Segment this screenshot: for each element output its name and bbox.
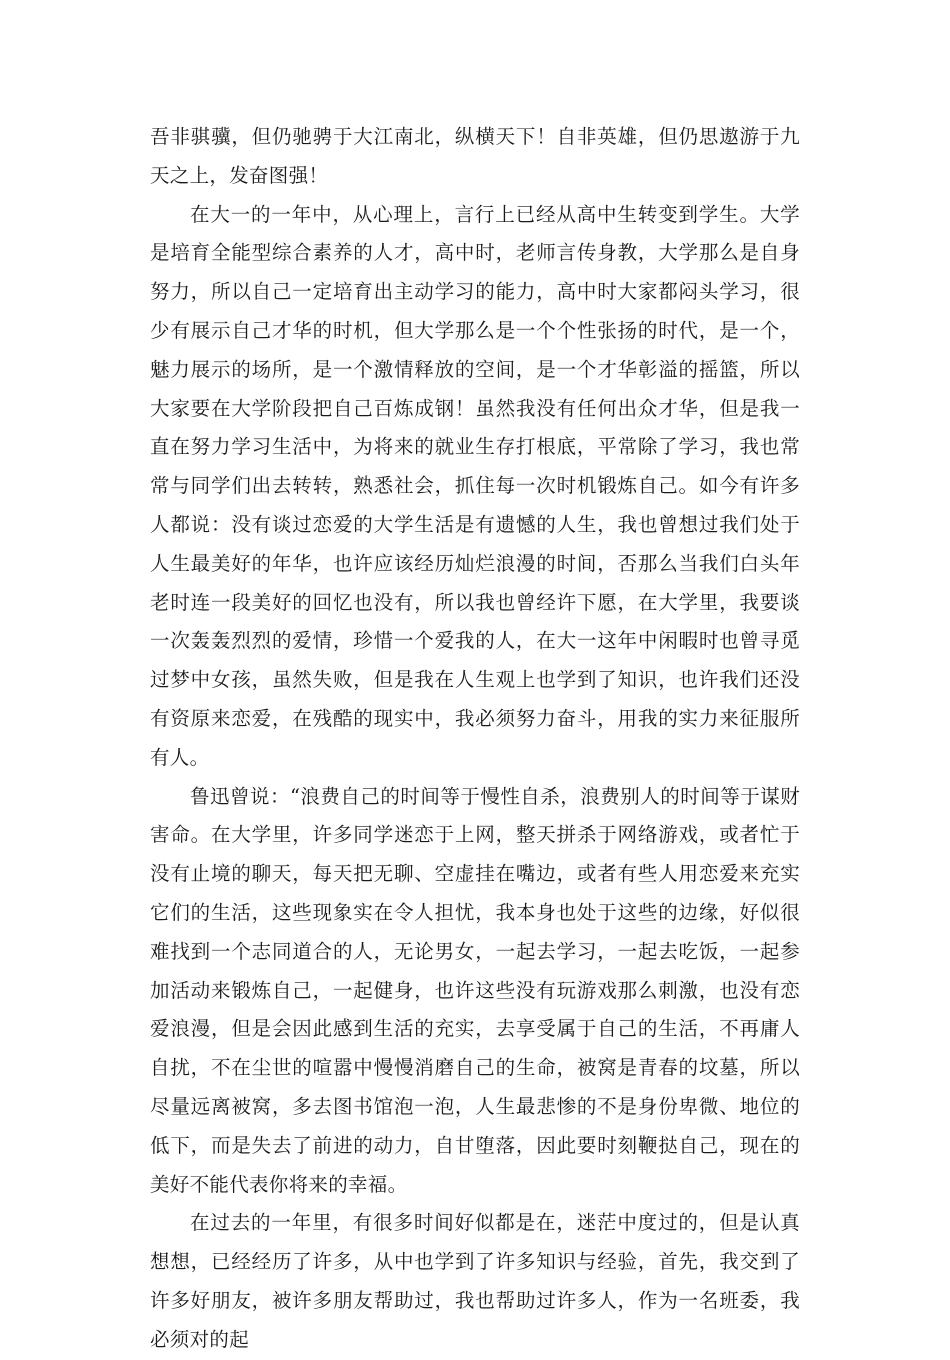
paragraph-4: 在过去的一年里，有很多时间好似都是在，迷茫中度过的，但是认真想想，已经经历了许多，从中也学到了许多知识与经验，首先，我交到了许多好朋友，被许多朋友帮助过，我也帮助过许多人，作为一名班委，我必须对的起 <box>150 1211 800 1351</box>
document-page <box>150 118 800 1360</box>
paragraph-3: 鲁迅曾说：“浪费自己的时间等于慢性自杀，浪费别人的时间等于谋财害命。在大学里，许多同学迷恋于上网，整天拼杀于网络游戏，或者忙于没有止境的聊天，每天把无聊、空虚挂在嘴边，或者有些人用恋爱来充实它们的生活，这些现象实在令人担忧，我本身也处于这些的边缘，好似很难找到一个志同道合的人，无论男女，一起去学习，一起去吃饭，一起参加活动来锻炼自己，一起健身，也许这些没有玩游戏那么刺激，也没有恋爱浪漫，但是会因此感到生活的充实，去享受属于自己的生活，不再庸人自扰，不在尘世的喧嚣中慢慢消磨自己的生命，被窝是青春的坟墓，所以尽量远离被窝，多去图书馆泡一泡，人生最悲惨的不是身份卑微、地位的低下，而是失去了前进的动力，自甘堕落，因此要时刻鞭挞自己，现在的美好不能代表你将来的幸福。 <box>150 784 800 1196</box>
paragraph-2: 在大一的一年中，从心理上，言行上已经从高中生转变到学生。大学是培育全能型综合素养的人才，高中时，老师言传身教，大学那么是自身努力，所以自己一定培育出主动学习的能力，高中时大家都闷头学习，很少有展示自己才华的时机，但大学那么是一个个性张扬的时代，是一个，魅力展示的场所，是一个激情释放的空间，是一个才华彰溢的摇篮，所以大家要在大学阶段把自己百炼成钢！虽然我没有任何出众才华，但是我一直在努力学习生活中，为将来的就业生存打根底，平常除了学习，我也常常与同学们出去转转，熟悉社会，抓住每一次时机锻炼自己。如今有许多人都说：没有谈过恋爱的大学生活是有遗憾的人生，我也曾想过我们处于人生最美好的年华，也许应该经历灿烂浪漫的时间，否那么当我们白头年老时连一段美好的回忆也没有，所以我也曾经许下愿，在大学里，我要谈一次轰轰烈烈的爱情，珍惜一个爱我的人，在大一这年中闲暇时也曾寻觅过梦中女孩，虽然失败，但是我在人生观上也学到了知识，也许我们还没有资原来恋爱，在残酷的现实中，我必须努力奋斗，用我的实力来征服所有人。 <box>150 202 800 769</box>
paragraph-1: 吾非骐骥，但仍驰骋于大江南北，纵横天下！自非英雄，但仍思遨游于九天之上，发奋图强！ <box>150 125 800 187</box>
